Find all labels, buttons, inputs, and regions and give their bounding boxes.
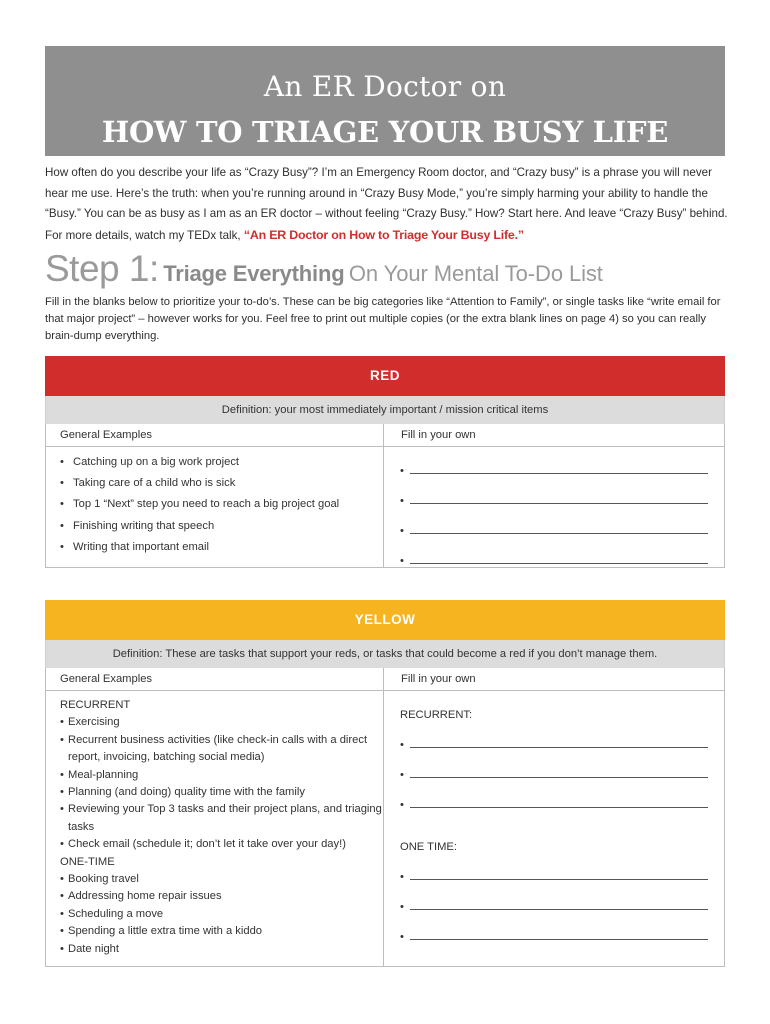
one-time-label: ONE-TIME [60,855,115,868]
bullet: • [400,799,404,811]
step-bold-text: Triage Everything [163,261,345,286]
list-item: • Top 1 “Next” step you need to reach a big project goal [60,497,383,512]
list-item: • Planning (and doing) quality time with the family [60,784,383,801]
fill-in-line[interactable] [400,781,708,811]
red-fill-header: Fill in your own [384,424,724,447]
fill-in-line[interactable] [400,883,708,913]
list-item: • Reviewing your Top 3 tasks and their project plans, and triaging tasks [60,801,383,836]
fill-in-line[interactable] [400,721,708,751]
recurrent-label: RECURRENT [60,699,131,711]
yellow-table [45,668,725,967]
list-item: • Recurrent business activities (like check-in calls with a direct report, invoicing, batching social media) [60,732,383,767]
bullet: • [400,739,404,751]
fill-in-line[interactable] [400,447,708,477]
list-item: • Scheduling a move [60,906,383,923]
bullet: • [400,871,404,883]
title-banner [45,46,725,156]
tedx-talk-link[interactable]: “An ER Doctor on How to Triage Your Busy Life.” [243,227,524,242]
red-fill-column [384,424,724,567]
list-item: • Meal-planning [60,767,383,784]
red-table [45,424,725,568]
yellow-section [45,600,725,967]
fill-one-time-label: ONE TIME: [400,841,457,853]
red-examples-column [46,424,384,567]
pre-title: An ER Doctor on [263,70,507,103]
list-item: • Writing that important email [60,540,383,555]
list-item: • Check email (schedule it; don’t let it take over your day!) [60,836,383,853]
fill-in-line[interactable] [400,751,708,781]
list-item: • Addressing home repair issues [60,888,383,905]
bullet: • [400,931,404,943]
fill-in-line[interactable] [400,913,708,943]
yellow-fill-header: Fill in your own [384,668,724,691]
list-item: • Spending a little extra time with a kiddo [60,923,383,940]
bullet: • [400,901,404,913]
red-examples-header: General Examples [46,424,383,447]
fill-in-line[interactable] [400,853,708,883]
list-item: • Booking travel [60,871,383,888]
yellow-definition: Definition: These are tasks that support your reds, or tasks that could become a red if you don’t manage them. [45,640,725,668]
list-item: • Finishing writing that speech [60,519,383,534]
step-number: Step 1: [45,248,159,289]
red-section [45,356,725,568]
yellow-examples-column [46,668,384,966]
yellow-fill-column [384,668,724,966]
main-title: HOW TO TRIAGE YOUR BUSY LIFE [101,115,669,149]
yellow-examples-list [46,691,383,966]
red-section-title: RED [45,356,725,396]
fill-recurrent-label: RECURRENT: [400,709,473,721]
list-item: • Date night [60,941,383,958]
bullet: • [400,465,404,477]
bullet: • [400,555,404,567]
yellow-examples-header: General Examples [46,668,383,691]
intro-paragraph [45,163,735,246]
fill-in-line[interactable] [400,477,708,507]
step-heading [45,248,735,290]
list-item: • Exercising [60,714,383,731]
bullet: • [400,769,404,781]
fill-in-line[interactable] [400,507,708,537]
red-definition: Definition: your most immediately important / mission critical items [45,396,725,424]
step-light-text: On Your Mental To-Do List [348,261,603,286]
yellow-section-title: YELLOW [45,600,725,640]
list-item: • Taking care of a child who is sick [60,476,383,491]
list-item: • Catching up on a big work project [60,455,383,470]
red-examples-list [46,447,383,567]
step-description: Fill in the blanks below to prioritize your to-do’s. These can be big categories like “Attention to Family”, or single tasks like “write email for that major project” – however works for you. Feel free to print out multiple copies (or the extra blank lines on page 4) so you can really brain-dump everything. [45,296,721,343]
fill-in-line[interactable] [400,537,708,567]
bullet: • [400,495,404,507]
intro-text: How often do you describe your life as “Crazy Busy”? I’m an Emergency Room doctor, and “Crazy busy” is a phrase you will never hear me use. Here’s the truth: when you’re running around in “Crazy Busy Mode,” you’re simply harming your ability to handle the “Busy.” You can be as busy as I am as an ER doctor – without feeling “Crazy Busy.” How? Start here. And leave “Crazy Busy” behind. For more details, watch my TEDx talk, [45,166,728,242]
bullet: • [400,525,404,537]
